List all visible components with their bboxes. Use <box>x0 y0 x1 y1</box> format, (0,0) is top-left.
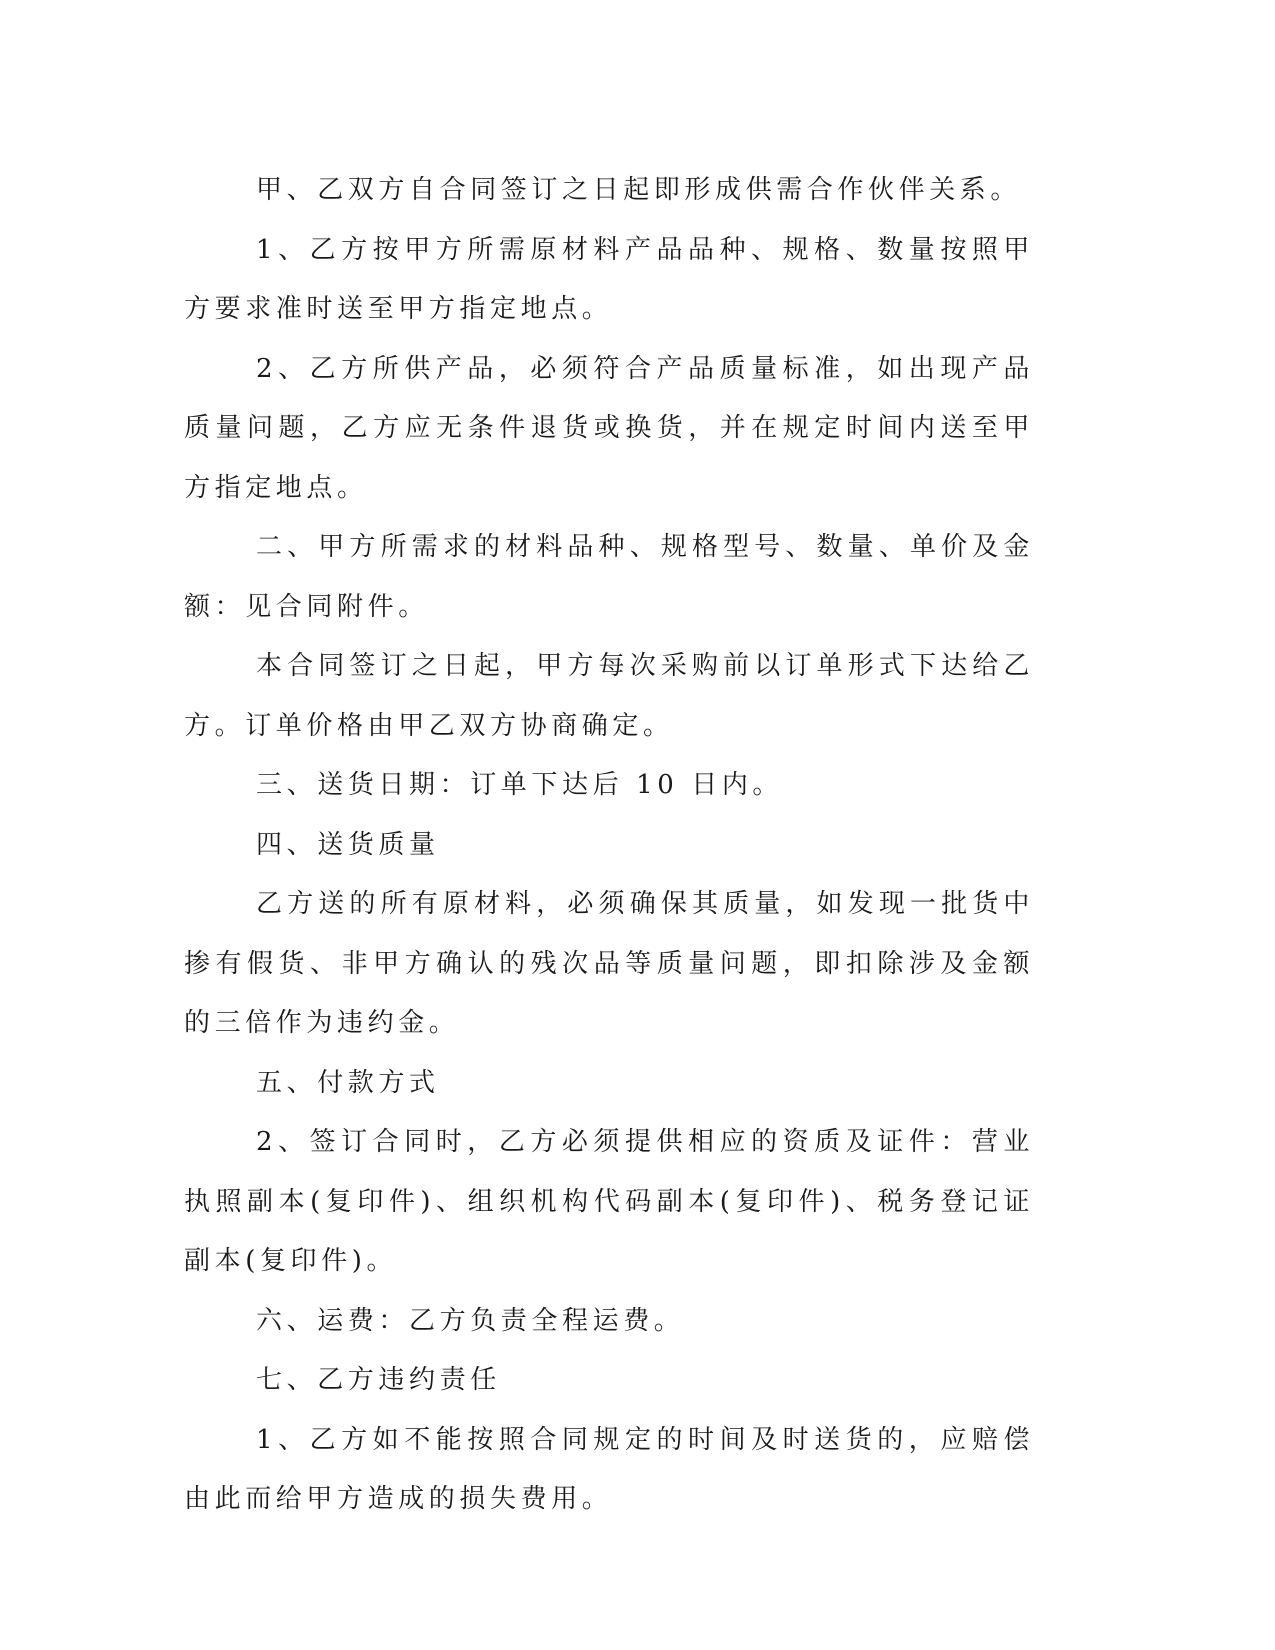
paragraph-clause-1-delivery: 1、乙方按甲方所需原材料产品品种、规格、数量按照甲方要求准时送至甲方指定地点。 <box>184 234 1034 324</box>
heading-section-5-payment: 五、付款方式 <box>256 1067 440 1098</box>
document-body <box>184 161 1034 1530</box>
paragraph-section-6-freight: 六、运费：乙方负责全程运费。 <box>256 1305 685 1336</box>
paragraph-late-delivery-compensation: 1、乙方如不能按照合同规定的时间及时送货的，应赔偿由此而给甲方造成的损失费用。 <box>184 1424 1034 1514</box>
paragraph-section-2-materials: 二、甲方所需求的材料品种、规格型号、数量、单价及金额：见合同附件。 <box>184 532 1034 622</box>
paragraph-partnership: 甲、乙双方自合同签订之日起即形成供需合作伙伴关系。 <box>256 175 1022 205</box>
heading-section-4-delivery-quality: 四、送货质量 <box>256 829 440 860</box>
paragraph-order-pricing: 本合同签订之日起，甲方每次采购前以订单形式下达给乙方。订单价格由甲乙双方协商确定。 <box>184 651 1034 741</box>
paragraph-clause-2-quality: 2、乙方所供产品，必须符合产品质量标准，如出现产品质量问题，乙方应无条件退货或换货，并在规定时间内送至甲方指定地点。 <box>184 353 1034 503</box>
heading-section-7-liability: 七、乙方违约责任 <box>256 1365 501 1395</box>
paragraph-credentials: 2、签订合同时，乙方必须提供相应的资质及证件：营业执照副本(复印件)、组织机构代码副本(复印件)、税务登记证副本(复印件)。 <box>184 1127 1034 1276</box>
paragraph-quality-penalty: 乙方送的所有原材料，必须确保其质量，如发现一批货中掺有假货、非甲方确认的残次品等质量问题，即扣除涉及金额的三倍作为违约金。 <box>184 889 1034 1038</box>
paragraph-section-3-delivery-date: 三、送货日期：订单下达后 10 日内。 <box>256 770 784 800</box>
